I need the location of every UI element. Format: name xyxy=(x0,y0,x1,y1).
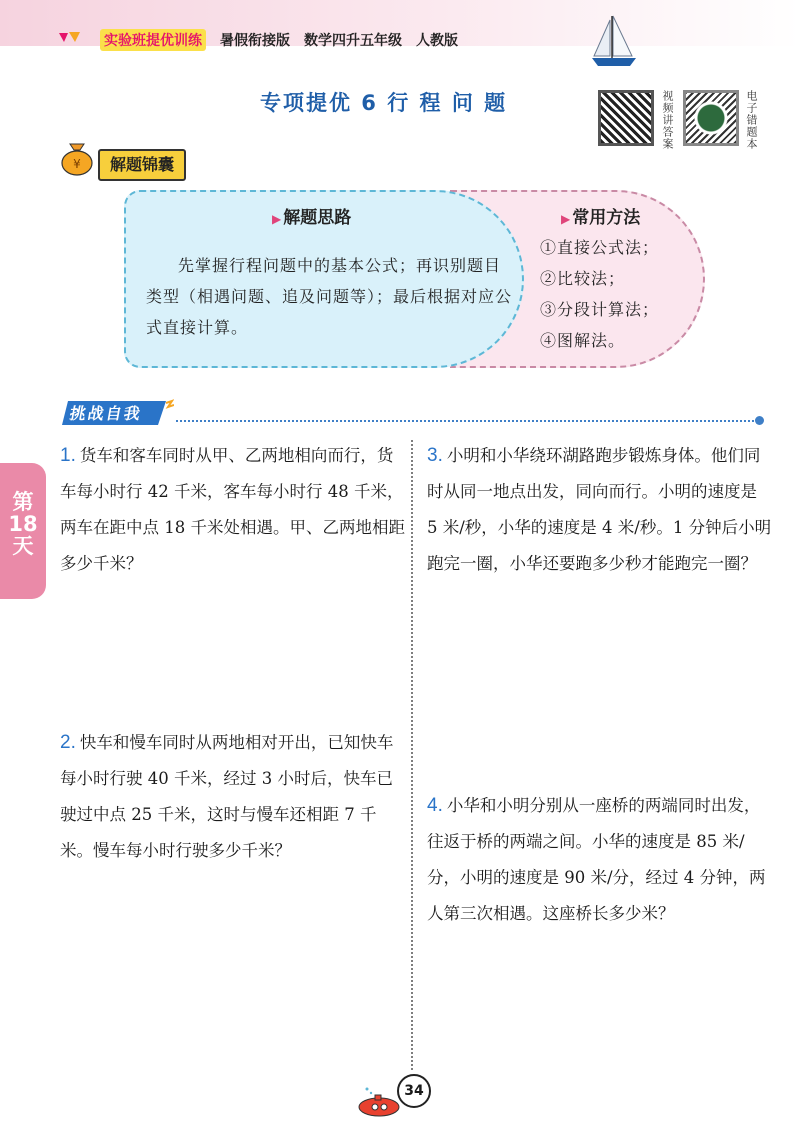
problem-number: 2. xyxy=(60,732,76,753)
problem-text: 小华和小明分别从一座桥的两端同时出发，往返于桥的两端之间。小华的速度是 85 米/分，小明的速度是 90 米/分，经过 4 分钟，两人第三次相遇。这座桥长多少米？ xyxy=(427,796,766,923)
page-title: 专项提优 6 行 程 问 题 xyxy=(260,91,508,115)
header-bar xyxy=(100,28,458,52)
challenge-label: 挑战自我 xyxy=(68,404,144,423)
problem-number: 4. xyxy=(427,795,443,816)
method-item: ④图解法。 xyxy=(540,331,626,350)
rule-end-dot xyxy=(755,416,764,425)
triangle-bullet-icon: ▶ xyxy=(561,212,571,226)
toolkit-section-label: 解题锦囊 xyxy=(98,149,186,181)
problem-number: 3. xyxy=(427,445,443,466)
subject-label: 数学四升五年级 xyxy=(304,33,402,49)
video-answer-qr-code[interactable] xyxy=(598,90,654,146)
day-tab xyxy=(0,463,46,599)
page-number: 34 xyxy=(397,1074,431,1108)
series-logo-icon xyxy=(58,30,82,44)
problem-text: 小明和小华绕环湖路跑步锻炼身体。他们同时从同一地点出发，同向而行。小明的速度是 5 米/秒，小华的速度是 4 米/秒。1 分钟后小明跑完一圈，小华还要跑多少秒才能跑完一圈？ xyxy=(427,446,772,573)
thought-heading xyxy=(272,203,351,228)
method-item: ③分段计算法； xyxy=(540,300,660,319)
problem-3 xyxy=(427,438,772,582)
edition-label: 暑假衔接版 xyxy=(220,33,290,49)
series-brand: 实验班提优训练 xyxy=(100,29,206,51)
problem-1 xyxy=(60,438,405,582)
qr-label-video: 视频讲答案 xyxy=(661,90,674,150)
day-tab-line: 天 xyxy=(12,534,34,558)
triangle-bullet-icon: ▶ xyxy=(272,212,282,226)
methods-heading xyxy=(561,203,640,228)
error-book-qr-code[interactable] xyxy=(683,90,739,146)
day-tab-number: 18 xyxy=(8,512,38,536)
problem-text: 货车和客车同时从甲、乙两地相向而行，货车每小时行 42 千米，客车每小时行 48 千米，两车在距中点 18 千米处相遇。甲、乙两地相距多少千米？ xyxy=(60,446,405,573)
problem-4 xyxy=(427,788,772,932)
money-bag-icon xyxy=(58,136,96,176)
thought-text: 先掌握行程问题中的基本公式；再识别题目类型（相遇问题、追及问题等）；最后根据对应公式直接计算。 xyxy=(146,256,513,337)
methods-heading-text: 常用方法 xyxy=(572,208,641,228)
problem-text: 快车和慢车同时从两地相对开出，已知快车每小时行驶 40 千米，经过 3 小时后，快车已驶过中点 25 千米，这时与慢车还相距 7 千米。慢车每小时行驶多少千米？ xyxy=(60,733,394,860)
methods-list xyxy=(540,232,690,356)
qr-label-errorbook: 电子错题本 xyxy=(745,90,758,150)
method-item: ②比较法； xyxy=(540,269,626,288)
day-tab-line: 第 xyxy=(12,490,34,514)
svg-text:¥: ¥ xyxy=(73,157,81,171)
method-item: ①直接公式法； xyxy=(540,238,660,257)
publisher-label: 人教版 xyxy=(416,33,458,49)
problem-number: 1. xyxy=(60,445,76,466)
column-divider xyxy=(411,440,413,1070)
thought-heading-text: 解题思路 xyxy=(283,208,352,228)
sailboat-icon xyxy=(588,14,640,70)
problem-2 xyxy=(60,725,405,869)
section-dotted-rule xyxy=(176,420,758,422)
